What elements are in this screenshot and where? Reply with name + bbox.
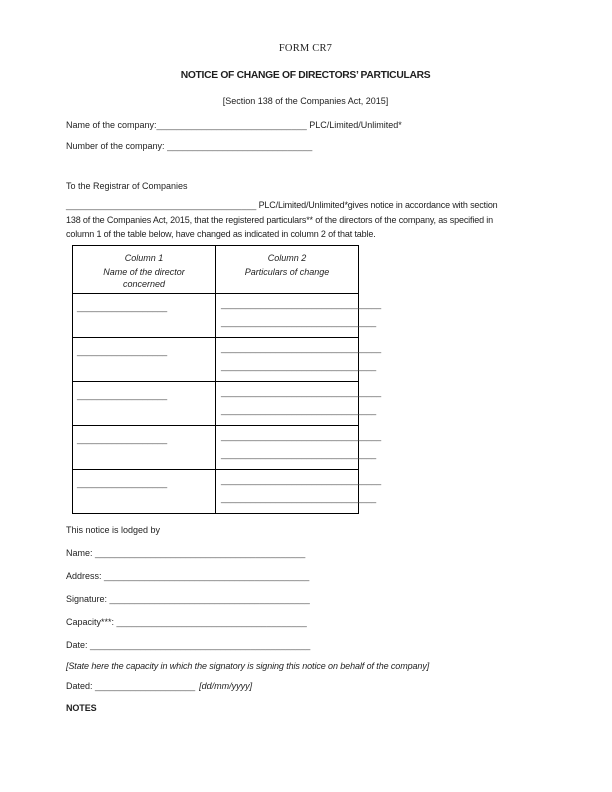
change-blank-line: ________________________________ <box>221 386 382 397</box>
director-name-cell <box>73 469 216 513</box>
address-field-label: Address: <box>66 570 105 581</box>
notice-paragraph <box>66 198 545 242</box>
particulars-cell <box>216 293 382 337</box>
director-name-cell <box>73 337 216 381</box>
dated-label: Dated: <box>66 680 96 691</box>
notice-line-3: column 1 of the table below, have changed as indicated in column 2 of that table. <box>66 229 376 240</box>
column2-subheader: Particulars of change <box>244 266 330 277</box>
particulars-cell <box>216 425 382 469</box>
form-code: FORM CR7 <box>278 43 333 54</box>
signature-field-label: Signature: <box>66 593 110 604</box>
change-blank-line: ________________________________ <box>221 342 382 353</box>
director-name-cell <box>73 293 216 337</box>
registrar-addressee: To the Registrar of Companies <box>66 181 188 191</box>
change-blank-line: ________________________________ <box>221 474 382 485</box>
notice-line-1 <box>66 198 545 213</box>
capacity-field-blank: ______________________________________ <box>116 616 307 627</box>
column1-header: Column 1 <box>124 252 164 263</box>
capacity-note: [State here the capacity in which the signatory is signing this notice on behalf of the company] <box>66 660 430 671</box>
table-row <box>73 337 359 381</box>
company-number-label: Number of the company: <box>66 141 168 151</box>
name-blank-line: __________________ <box>77 477 168 488</box>
lodged-by-heading: This notice is lodged by <box>66 524 161 535</box>
column2-header-cell <box>216 245 359 293</box>
address-field-row <box>66 570 545 582</box>
column1-header-cell <box>73 245 216 293</box>
column1-subheader: Name of the director concerned <box>103 266 185 289</box>
name-blank-line: __________________ <box>77 433 168 444</box>
company-name-blank: ______________________________ <box>156 120 307 130</box>
particulars-cell <box>216 337 382 381</box>
name-field-label: Name: <box>66 547 96 558</box>
table-row <box>73 381 359 425</box>
company-number-blank: _____________________________ <box>167 141 313 151</box>
company-name-row <box>66 119 545 131</box>
date-field-label: Date: <box>66 639 91 650</box>
date-field-blank: ____________________________________________ <box>90 639 311 650</box>
change-blank-line: _______________________________ <box>221 493 377 504</box>
name-field-blank: __________________________________________ <box>95 547 306 558</box>
column2-header: Column 2 <box>267 252 307 263</box>
date-format-hint: [dd/mm/yyyy] <box>199 680 253 691</box>
capacity-field-label: Capacity***: <box>66 616 117 627</box>
form-title: NOTICE OF CHANGE OF DIRECTORS’ PARTICULARS <box>180 70 431 81</box>
dated-blank: ____________________ <box>95 680 196 691</box>
particulars-table <box>72 245 382 514</box>
company-name-label: Name of the company: <box>66 120 157 130</box>
name-blank-line: __________________ <box>77 389 168 400</box>
particulars-cell <box>216 381 382 425</box>
notes-heading: NOTES <box>66 702 97 713</box>
notice-line-2: 138 of the Companies Act, 2015, that the registered particulars** of the directors of the company, as specified in <box>66 214 493 225</box>
name-field-row <box>66 547 545 559</box>
signature-field-row <box>66 593 545 605</box>
table-row <box>73 425 359 469</box>
change-blank-line: _______________________________ <box>221 317 377 328</box>
change-blank-line: _______________________________ <box>221 449 377 460</box>
signature-field-blank: ________________________________________ <box>109 593 310 604</box>
change-blank-line: ________________________________ <box>221 430 382 441</box>
change-blank-line: _______________________________ <box>221 405 377 416</box>
name-blank-line: __________________ <box>77 301 168 312</box>
table-header-row <box>73 245 359 293</box>
change-blank-line: ________________________________ <box>221 298 382 309</box>
date-field-row <box>66 639 545 651</box>
company-type-options: PLC/Limited/Unlimited* <box>306 120 402 130</box>
address-field-blank: _________________________________________ <box>104 570 310 581</box>
director-name-cell <box>73 425 216 469</box>
notice-company-blank: ______________________________________ <box>66 200 257 210</box>
change-blank-line: _______________________________ <box>221 361 377 372</box>
name-blank-line: __________________ <box>77 345 168 356</box>
table-row <box>73 293 359 337</box>
table-row <box>73 469 359 513</box>
dated-row <box>66 680 545 692</box>
section-reference: [Section 138 of the Companies Act, 2015] <box>222 96 389 106</box>
director-name-cell <box>73 381 216 425</box>
capacity-field-row <box>66 616 545 628</box>
particulars-cell <box>216 469 382 513</box>
company-number-row <box>66 140 545 152</box>
notice-line-1-text: PLC/Limited/Unlimited*gives notice in accordance with section <box>256 200 498 210</box>
